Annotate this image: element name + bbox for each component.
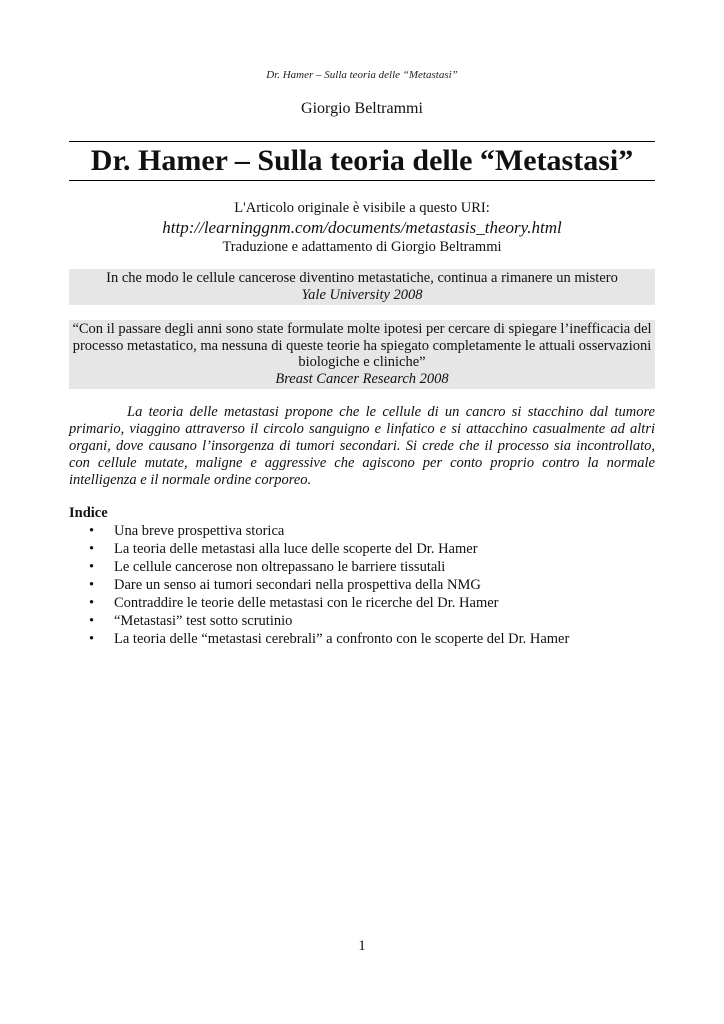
bullet-icon: •: [89, 631, 95, 647]
document-title: Dr. Hamer – Sulla teoria delle “Metastasi”: [90, 144, 634, 177]
source-url: http://learninggnm.com/documents/metastasis_theory.html: [162, 218, 562, 237]
quote-box-breast-cancer-research: [69, 320, 655, 389]
quote-source: Yale University 2008: [301, 286, 423, 303]
author-name: Giorgio Beltrammi: [301, 100, 423, 117]
translation-credit: Traduzione e adattamento di Giorgio Beltrammi: [222, 239, 502, 255]
bullet-icon: •: [89, 559, 95, 575]
toc-item: [69, 522, 655, 540]
toc-item: [69, 612, 655, 630]
toc-item-label: Una breve prospettiva storica: [114, 523, 285, 539]
quote-source: Breast Cancer Research 2008: [275, 370, 449, 387]
bullet-icon: •: [89, 595, 95, 611]
toc-item: [69, 630, 655, 648]
toc-item-label: Le cellule cancerose non oltrepassano le barriere tissutali: [114, 559, 446, 575]
toc-item-label: “Metastasi” test sotto scrutinio: [114, 613, 293, 629]
toc-item-label: La teoria delle metastasi alla luce delle scoperte del Dr. Hamer: [114, 541, 478, 557]
toc-item-label: La teoria delle “metastasi cerebrali” a confronto con le scoperte del Dr. Hamer: [114, 631, 570, 647]
source-block: [69, 200, 655, 256]
bullet-icon: •: [89, 523, 95, 539]
toc-item-label: Dare un senso ai tumori secondari nella prospettiva della NMG: [114, 577, 481, 593]
toc-item-label: Contraddire le teorie delle metastasi con le ricerche del Dr. Hamer: [114, 595, 499, 611]
quote-box-yale: [69, 269, 655, 305]
toc-item: [69, 594, 655, 612]
table-of-contents: [69, 505, 655, 648]
title-rule-box: [69, 141, 655, 181]
toc-item: [69, 576, 655, 594]
bullet-icon: •: [89, 577, 95, 593]
toc-heading: Indice: [69, 505, 108, 521]
toc-item: [69, 558, 655, 576]
toc-item: [69, 540, 655, 558]
abstract-paragraph: La teoria delle metastasi propone che le cellule di un cancro si stacchino dal tumore primario, viaggino attraverso il circolo sanguigno e linfatico e si attacchino casualmente ad altri organi, dove causano l’insorgenza di tumori secondari. Si crede che il processo sia incontrollato, con cellule mutate, maligne e aggressive che agiscono per conto proprio contro la normale intelligenza e il normale ordine corporeo.: [69, 404, 655, 488]
toc-list: [69, 522, 655, 648]
page-number: 1: [358, 938, 366, 954]
quote-text: “Con il passare degli anni sono state formulate molte ipotesi per cercare di spiegare l’inefficacia del processo metastatico, ma nessuna di queste teorie ha spiegato completamente le attuali osservazioni biologiche e cliniche”: [72, 321, 652, 370]
bullet-icon: •: [89, 613, 95, 629]
bullet-icon: •: [89, 541, 95, 557]
running-header: Dr. Hamer – Sulla teoria delle “Metastasi”: [266, 69, 458, 81]
source-intro: L'Articolo originale è visibile a questo URI:: [234, 200, 490, 216]
quote-text: In che modo le cellule cancerose diventino metastatiche, continua a rimanere un mistero: [106, 270, 618, 286]
